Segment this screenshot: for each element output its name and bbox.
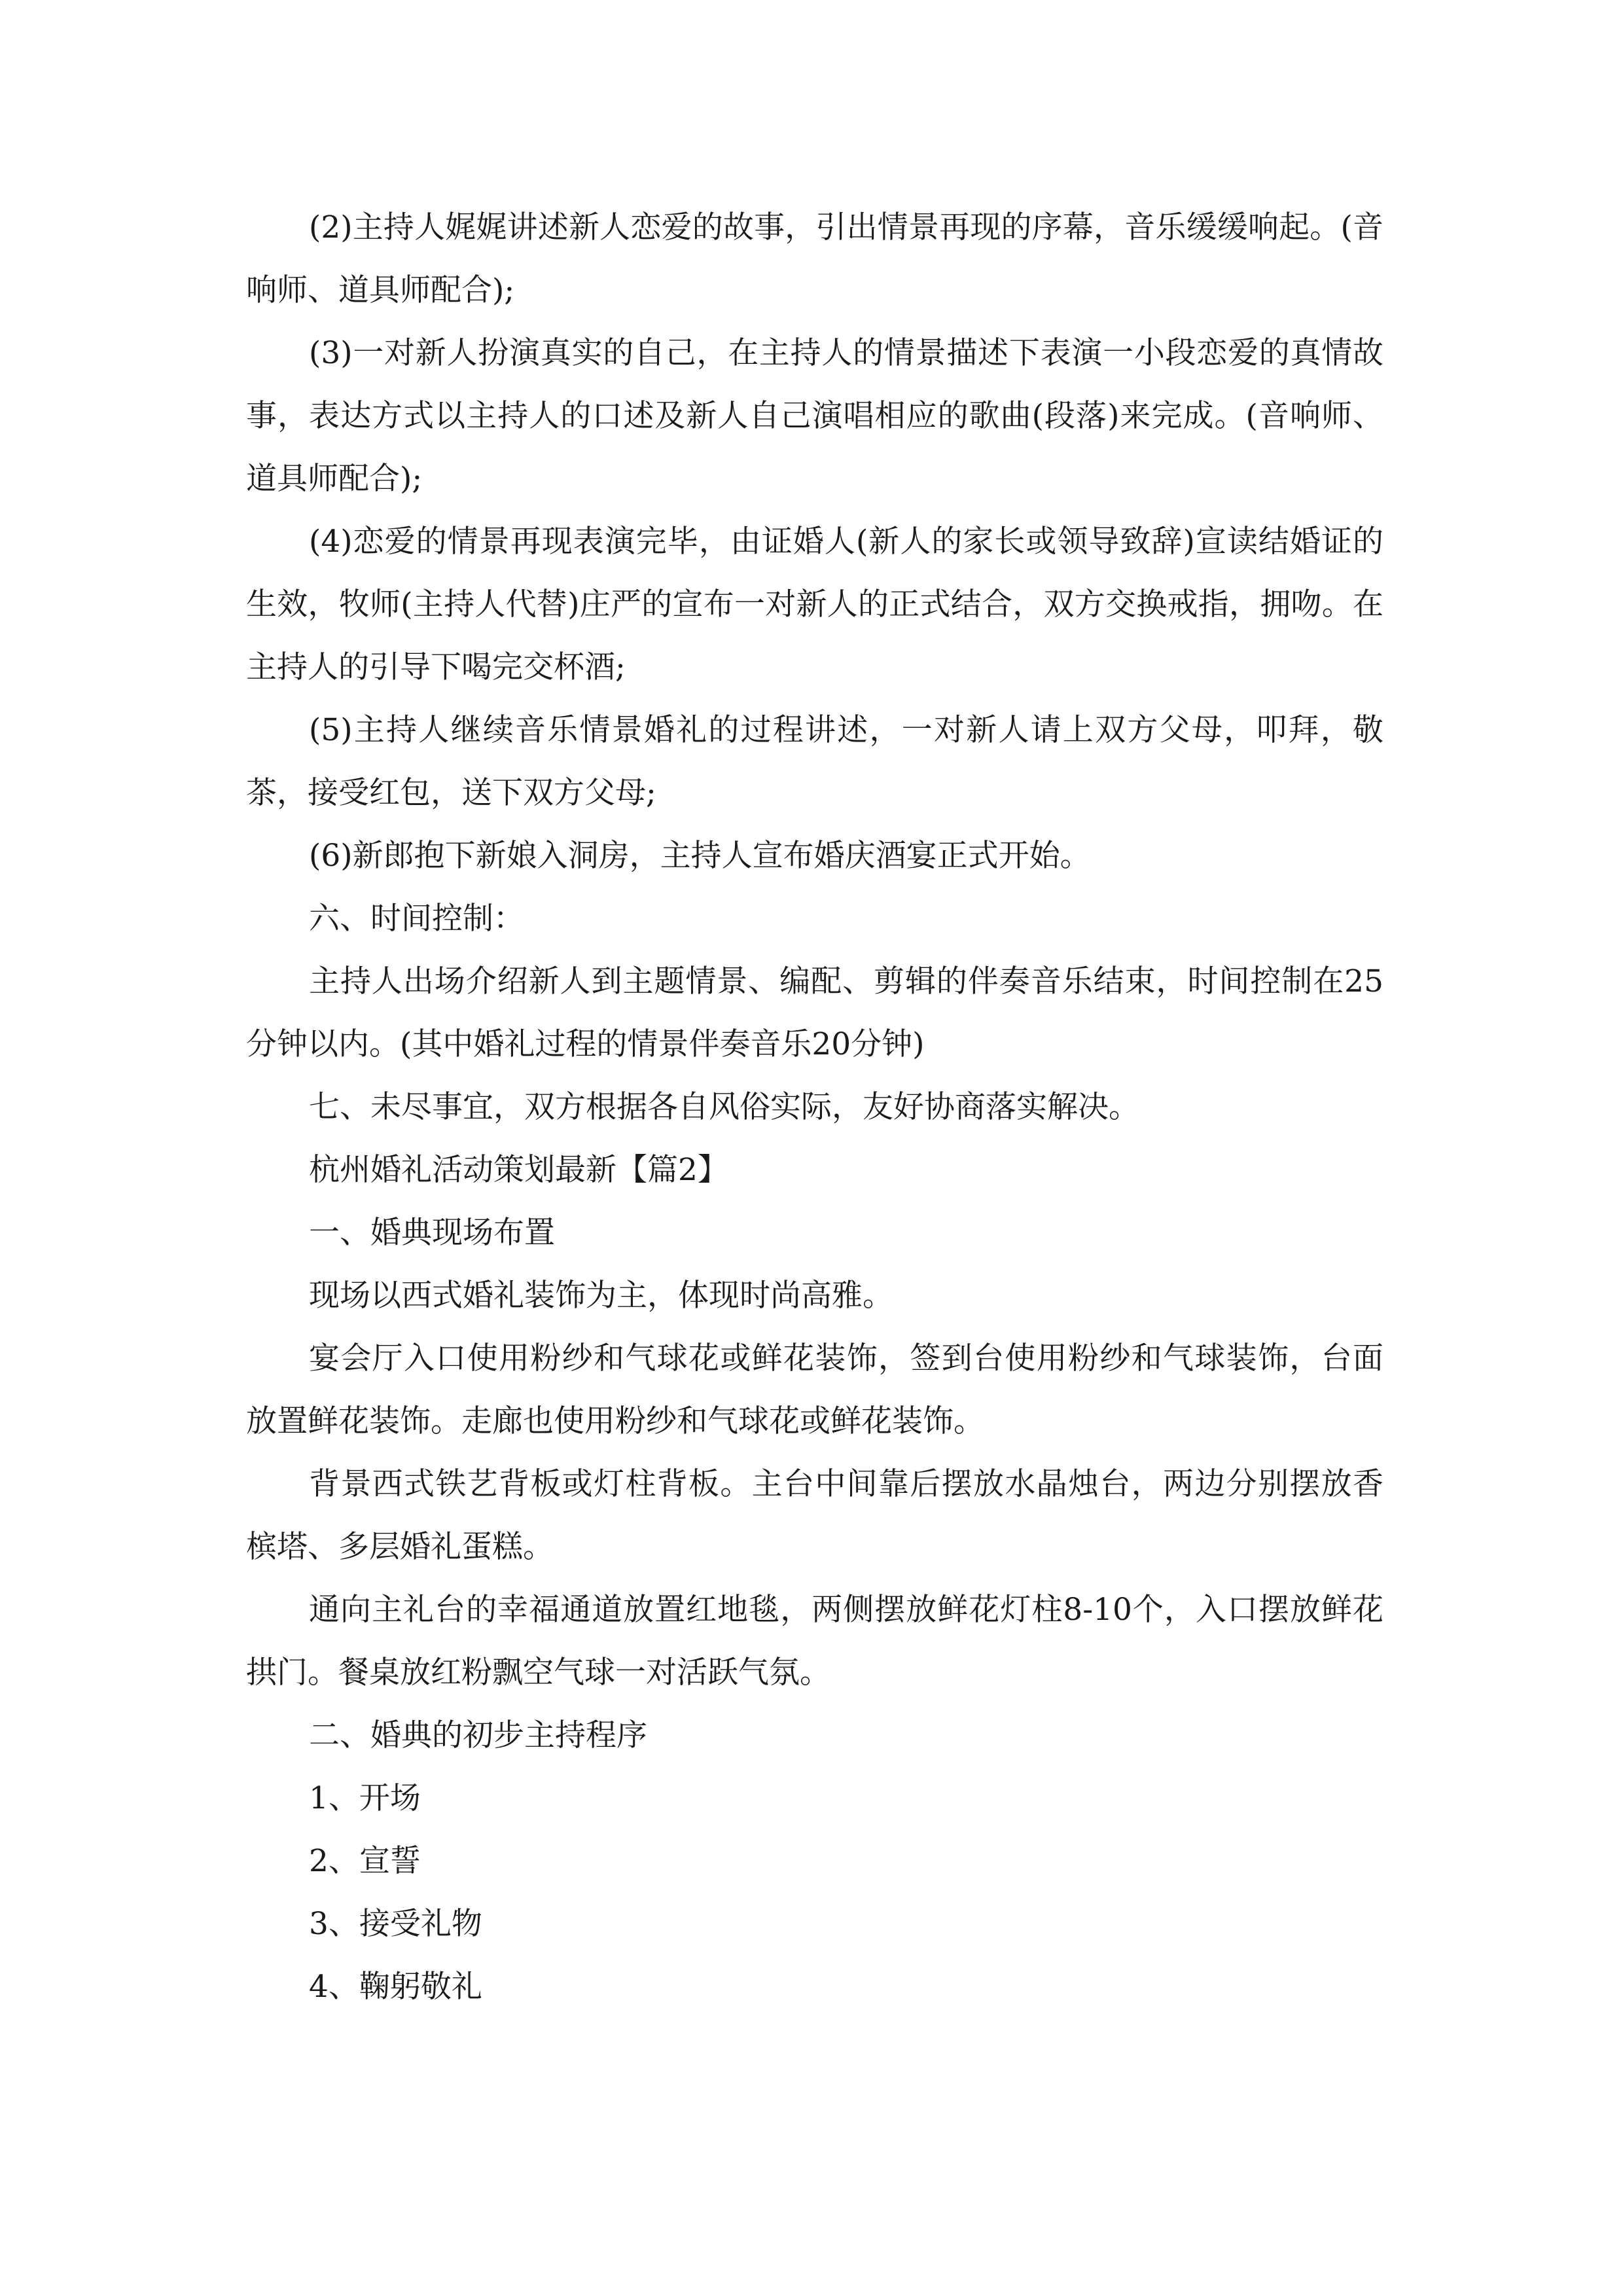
section-title-part-2: 杭州婚礼活动策划最新【篇2】 — [309, 1152, 728, 1188]
paragraph-couple-performance: (3)一对新人扮演真实的自己，在主持人的情景描述下表演一小段恋爱的真情故事，表达方式以主持人的口述及新人自己演唱相应的歌曲(段落)来完成。(音响师、道具师配合); — [246, 335, 1383, 497]
list-item: 1、开场 — [309, 1780, 421, 1816]
paragraph-backdrop: 背景西式铁艺背板或灯柱背板。主台中间靠后摆放水晶烛台，两边分别摆放香槟塔、多层婚礼蛋糕。 — [246, 1466, 1383, 1565]
heading-other-matters: 七、未尽事宜，双方根据各自风俗实际，友好协商落实解决。 — [309, 1089, 1139, 1125]
list-item: 4、鞠躬敬礼 — [309, 1969, 482, 2005]
paragraph-entrance-decor: 宴会厅入口使用粉纱和气球花或鲜花装饰，签到台使用粉纱和气球装饰，台面放置鲜花装饰。走廊也使用粉纱和气球花或鲜花装饰。 — [246, 1340, 1383, 1439]
paragraph-banquet-start: (6)新郎抱下新娘入洞房，主持人宣布婚庆酒宴正式开始。 — [309, 838, 1091, 874]
list-item: 2、宣誓 — [309, 1843, 421, 1879]
heading-time-control: 六、时间控制： — [309, 901, 524, 937]
heading-host-program: 二、婚典的初步主持程序 — [309, 1717, 647, 1753]
document-body — [246, 196, 1383, 2018]
paragraph-officiant: (4)恋爱的情景再现表演完毕，由证婚人(新人的家长或领导致辞)宣读结婚证的生效，牧师(主持人代替)庄严的宣布一对新人的正式结合，双方交换戒指，拥吻。在主持人的引导下喝完交杯酒; — [246, 524, 1383, 685]
paragraph-venue-style: 现场以西式婚礼装饰为主，体现时尚高雅。 — [309, 1278, 893, 1314]
paragraph-time-control: 主持人出场介绍新人到主题情景、编配、剪辑的伴奏音乐结束，时间控制在25分钟以内。(其中婚礼过程的情景伴奏音乐20分钟) — [246, 963, 1383, 1062]
paragraph-aisle: 通向主礼台的幸福通道放置红地毯，两侧摆放鲜花灯柱8-10个，入口摆放鲜花拱门。餐桌放红粉飘空气球一对活跃气氛。 — [246, 1592, 1383, 1691]
list-item: 3、接受礼物 — [309, 1906, 482, 1942]
paragraph-parents: (5)主持人继续音乐情景婚礼的过程讲述，一对新人请上双方父母，叩拜，敬茶，接受红包，送下双方父母; — [246, 712, 1383, 811]
paragraph-host-story: (2)主持人娓娓讲述新人恋爱的故事，引出情景再现的序幕，音乐缓缓响起。(音响师、道具师配合); — [246, 209, 1383, 308]
heading-venue-setup: 一、婚典现场布置 — [309, 1215, 555, 1251]
